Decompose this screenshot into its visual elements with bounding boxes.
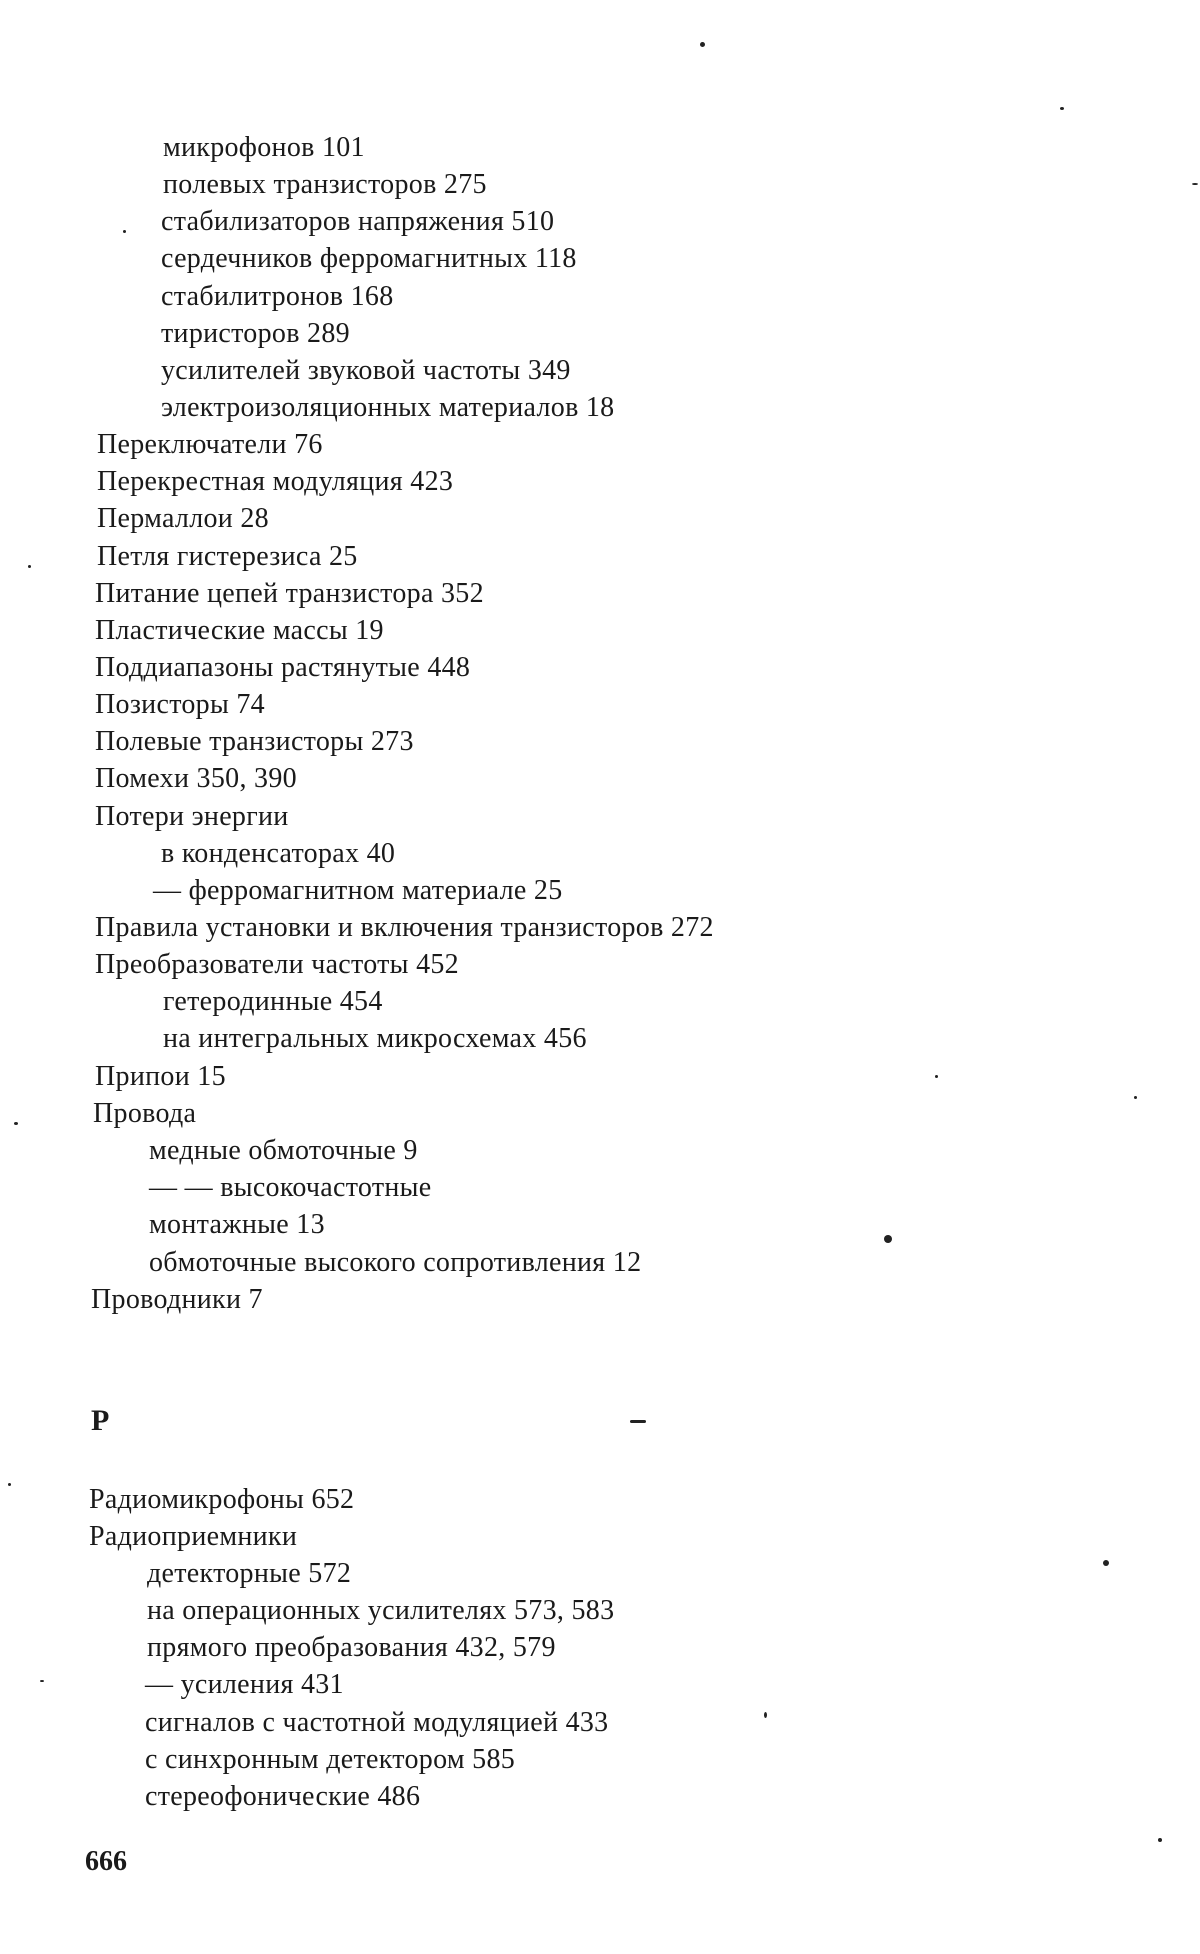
index-entry: — ферромагнитном материале 25 [153,875,563,906]
index-entry: стабилизаторов напряжения 510 [161,206,555,237]
index-entry: Помехи 350, 390 [95,763,297,794]
index-entry: с синхронным детектором 585 [145,1744,516,1775]
index-entry: Перекрестная модуляция 423 [97,466,454,497]
index-entry: Позисторы 74 [95,689,265,720]
scan-speck [123,230,126,233]
index-entry: — усиления 431 [145,1669,344,1700]
index-entry: микрофонов 101 [163,132,365,163]
scan-speck [884,1235,892,1243]
index-entry: Провода [93,1098,197,1129]
index-entry: Потери энергии [95,801,289,832]
index-entry: медные обмоточные 9 [149,1135,418,1166]
index-entry: тиристоров 289 [161,318,350,349]
index-entry: усилителей звуковой частоты 349 [161,355,571,386]
index-entry: Полевые транзисторы 273 [95,726,414,757]
page-number: 666 [85,1846,127,1877]
index-entry: Радиоприемники [89,1521,298,1552]
scan-speck [764,1712,767,1718]
scan-speck [8,1483,11,1486]
index-entry: в конденсаторах 40 [161,838,396,869]
index-entry: гетеродинные 454 [163,986,383,1017]
index-entry: монтажные 13 [149,1209,325,1240]
index-entry: сердечников ферромагнитных 118 [161,243,577,274]
index-entry: Пермаллои 28 [97,503,269,534]
index-entry: сигналов с частотной модуляцией 433 [145,1707,609,1738]
index-entry: Поддиапазоны растянутые 448 [95,652,471,683]
index-entry: Пластические массы 19 [95,615,384,646]
index-entry: на интегральных микросхемах 456 [163,1023,587,1054]
index-entry: обмоточные высокого сопротивления 12 [149,1247,642,1278]
scan-speck [1060,107,1064,110]
scan-speck [935,1075,938,1078]
scan-speck [40,1680,44,1682]
index-entry: Правила установки и включения транзисторов 272 [95,912,714,943]
index-entry: Проводники 7 [91,1284,263,1315]
scan-speck [1192,183,1198,185]
scan-speck [1103,1560,1109,1566]
index-entry: стереофонические 486 [145,1781,421,1812]
index-entry: Преобразователи частоты 452 [95,949,459,980]
index-entry: стабилитронов 168 [161,281,394,312]
scan-speck [28,565,31,568]
index-entry: полевых транзисторов 275 [163,169,487,200]
index-entry: — — высокочастотные [149,1172,432,1203]
scan-speck [630,1420,646,1423]
scan-speck [700,42,705,47]
index-entry: Питание цепей транзистора 352 [95,578,484,609]
index-entry: Переключатели 76 [97,429,323,460]
index-entry: Петля гистерезиса 25 [97,541,358,572]
index-entry: прямого преобразования 432, 579 [147,1632,556,1663]
index-entry: на операционных усилителях 573, 583 [147,1595,615,1626]
section-letter: Р [91,1404,110,1437]
index-entry: детекторные 572 [147,1558,352,1589]
scan-speck [14,1122,18,1125]
scan-speck [1158,1838,1162,1842]
index-entry: электроизоляционных материалов 18 [161,392,615,423]
index-entry: Припои 15 [95,1061,226,1092]
scan-speck [1134,1096,1137,1099]
index-entry: Радиомикрофоны 652 [89,1484,355,1515]
